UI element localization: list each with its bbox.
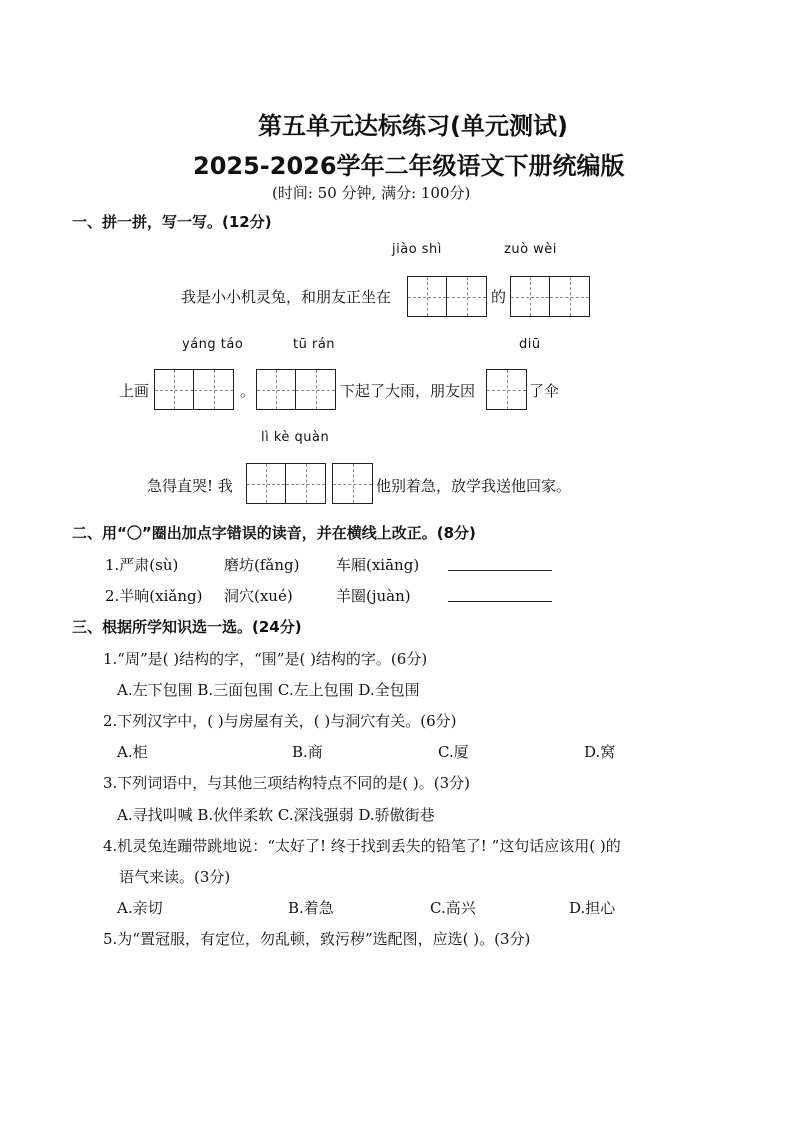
page-subtitle-title: 2025-2026学年二年级语文下册统编版 [193,152,625,180]
sentence-part-3: 上画 [119,382,150,400]
question-3-options: A.寻找叫喊 B.伙伴柔软 C.深浅强弱 D.骄傲街巷 [117,806,435,824]
item-yangjuan: 羊圈(juàn) [336,587,411,605]
write-box-diu[interactable] [486,369,527,410]
question-4-continued: 语气来读。(3分) [119,868,231,886]
write-box-zuowei[interactable] [510,276,590,317]
pinyin-jiaoshi: jiào shì [392,242,442,257]
item-chexiang: 车厢(xiāng) [336,556,420,574]
pinyin-diu: diū [519,337,541,352]
item-mofang: 磨坊(fǎng) [224,556,300,574]
answer-line-2[interactable] [448,601,552,602]
write-box-yangtao[interactable] [154,369,234,410]
page-title: 第五单元达标练习(单元测试) [258,112,568,140]
question-4-option-c: C.高兴 [430,899,476,917]
sentence-part-2: 的 [491,288,507,306]
pinyin-zuowei: zuò wèi [504,242,557,257]
sentence-part-4: 。 [240,382,256,400]
sentence-part-6: 了伞 [529,382,560,400]
section1-heading: 一、拼一拼，写一写。(12分) [72,213,272,231]
question-2-option-c: C.厦 [438,743,469,761]
question-4-option-b: B.着急 [288,899,334,917]
question-2-option-d: D.窝 [584,743,616,761]
question-1: 1.“周”是( )结构的字，“围”是( )结构的字。(6分) [103,650,428,668]
section2-heading: 二、用“〇”圈出加点字错误的读音，并在横线上改正。(8分) [72,524,476,542]
write-box-quan[interactable] [332,463,373,504]
pinyin-turan: tū rán [293,337,336,352]
item-yansu: 1.严肃(sù) [105,556,179,574]
sentence-part-7: 急得直哭! 我 [147,477,233,495]
answer-line-1[interactable] [448,570,552,571]
question-2-option-b: B.商 [292,743,323,761]
pinyin-likequan: lì kè quàn [261,430,330,445]
question-5: 5.为“置冠服，有定位，勿乱顿，致污秽”选配图，应选( )。(3分) [103,930,531,948]
item-dongxue: 洞穴(xué) [224,587,293,605]
write-box-like[interactable] [246,463,326,504]
exam-info: (时间: 50 分钟, 满分: 100分) [272,184,471,202]
pinyin-yangtao: yáng táo [182,337,244,352]
question-4-option-a: A.亲切 [117,899,163,917]
question-4: 4.机灵兔连蹦带跳地说：“太好了! 终于找到丢失的铅笔了! ”这句话应该用( )的 [103,837,621,855]
item-banshang: 2.半晌(xiǎng) [105,587,203,605]
sentence-part-5: 下起了大雨，朋友因 [340,382,476,400]
question-2: 2.下列汉字中，( )与房屋有关，( )与洞穴有关。(6分) [103,712,457,730]
sentence-part-1: 我是小小机灵兔，和朋友正坐在 [181,288,392,306]
write-box-turan[interactable] [256,369,336,410]
question-3: 3.下列词语中，与其他三项结构特点不同的是( )。(3分) [103,774,471,792]
question-1-options: A.左下包围 B.三面包围 C.左上包围 D.全包围 [117,681,420,699]
write-box-jiaoshi[interactable] [407,276,487,317]
sentence-part-8: 他别着急，放学我送他回家。 [376,477,572,495]
question-4-option-d: D.担心 [569,899,616,917]
question-2-option-a: A.柜 [117,743,148,761]
section3-heading: 三、根据所学知识选一选。(24分) [72,618,302,636]
